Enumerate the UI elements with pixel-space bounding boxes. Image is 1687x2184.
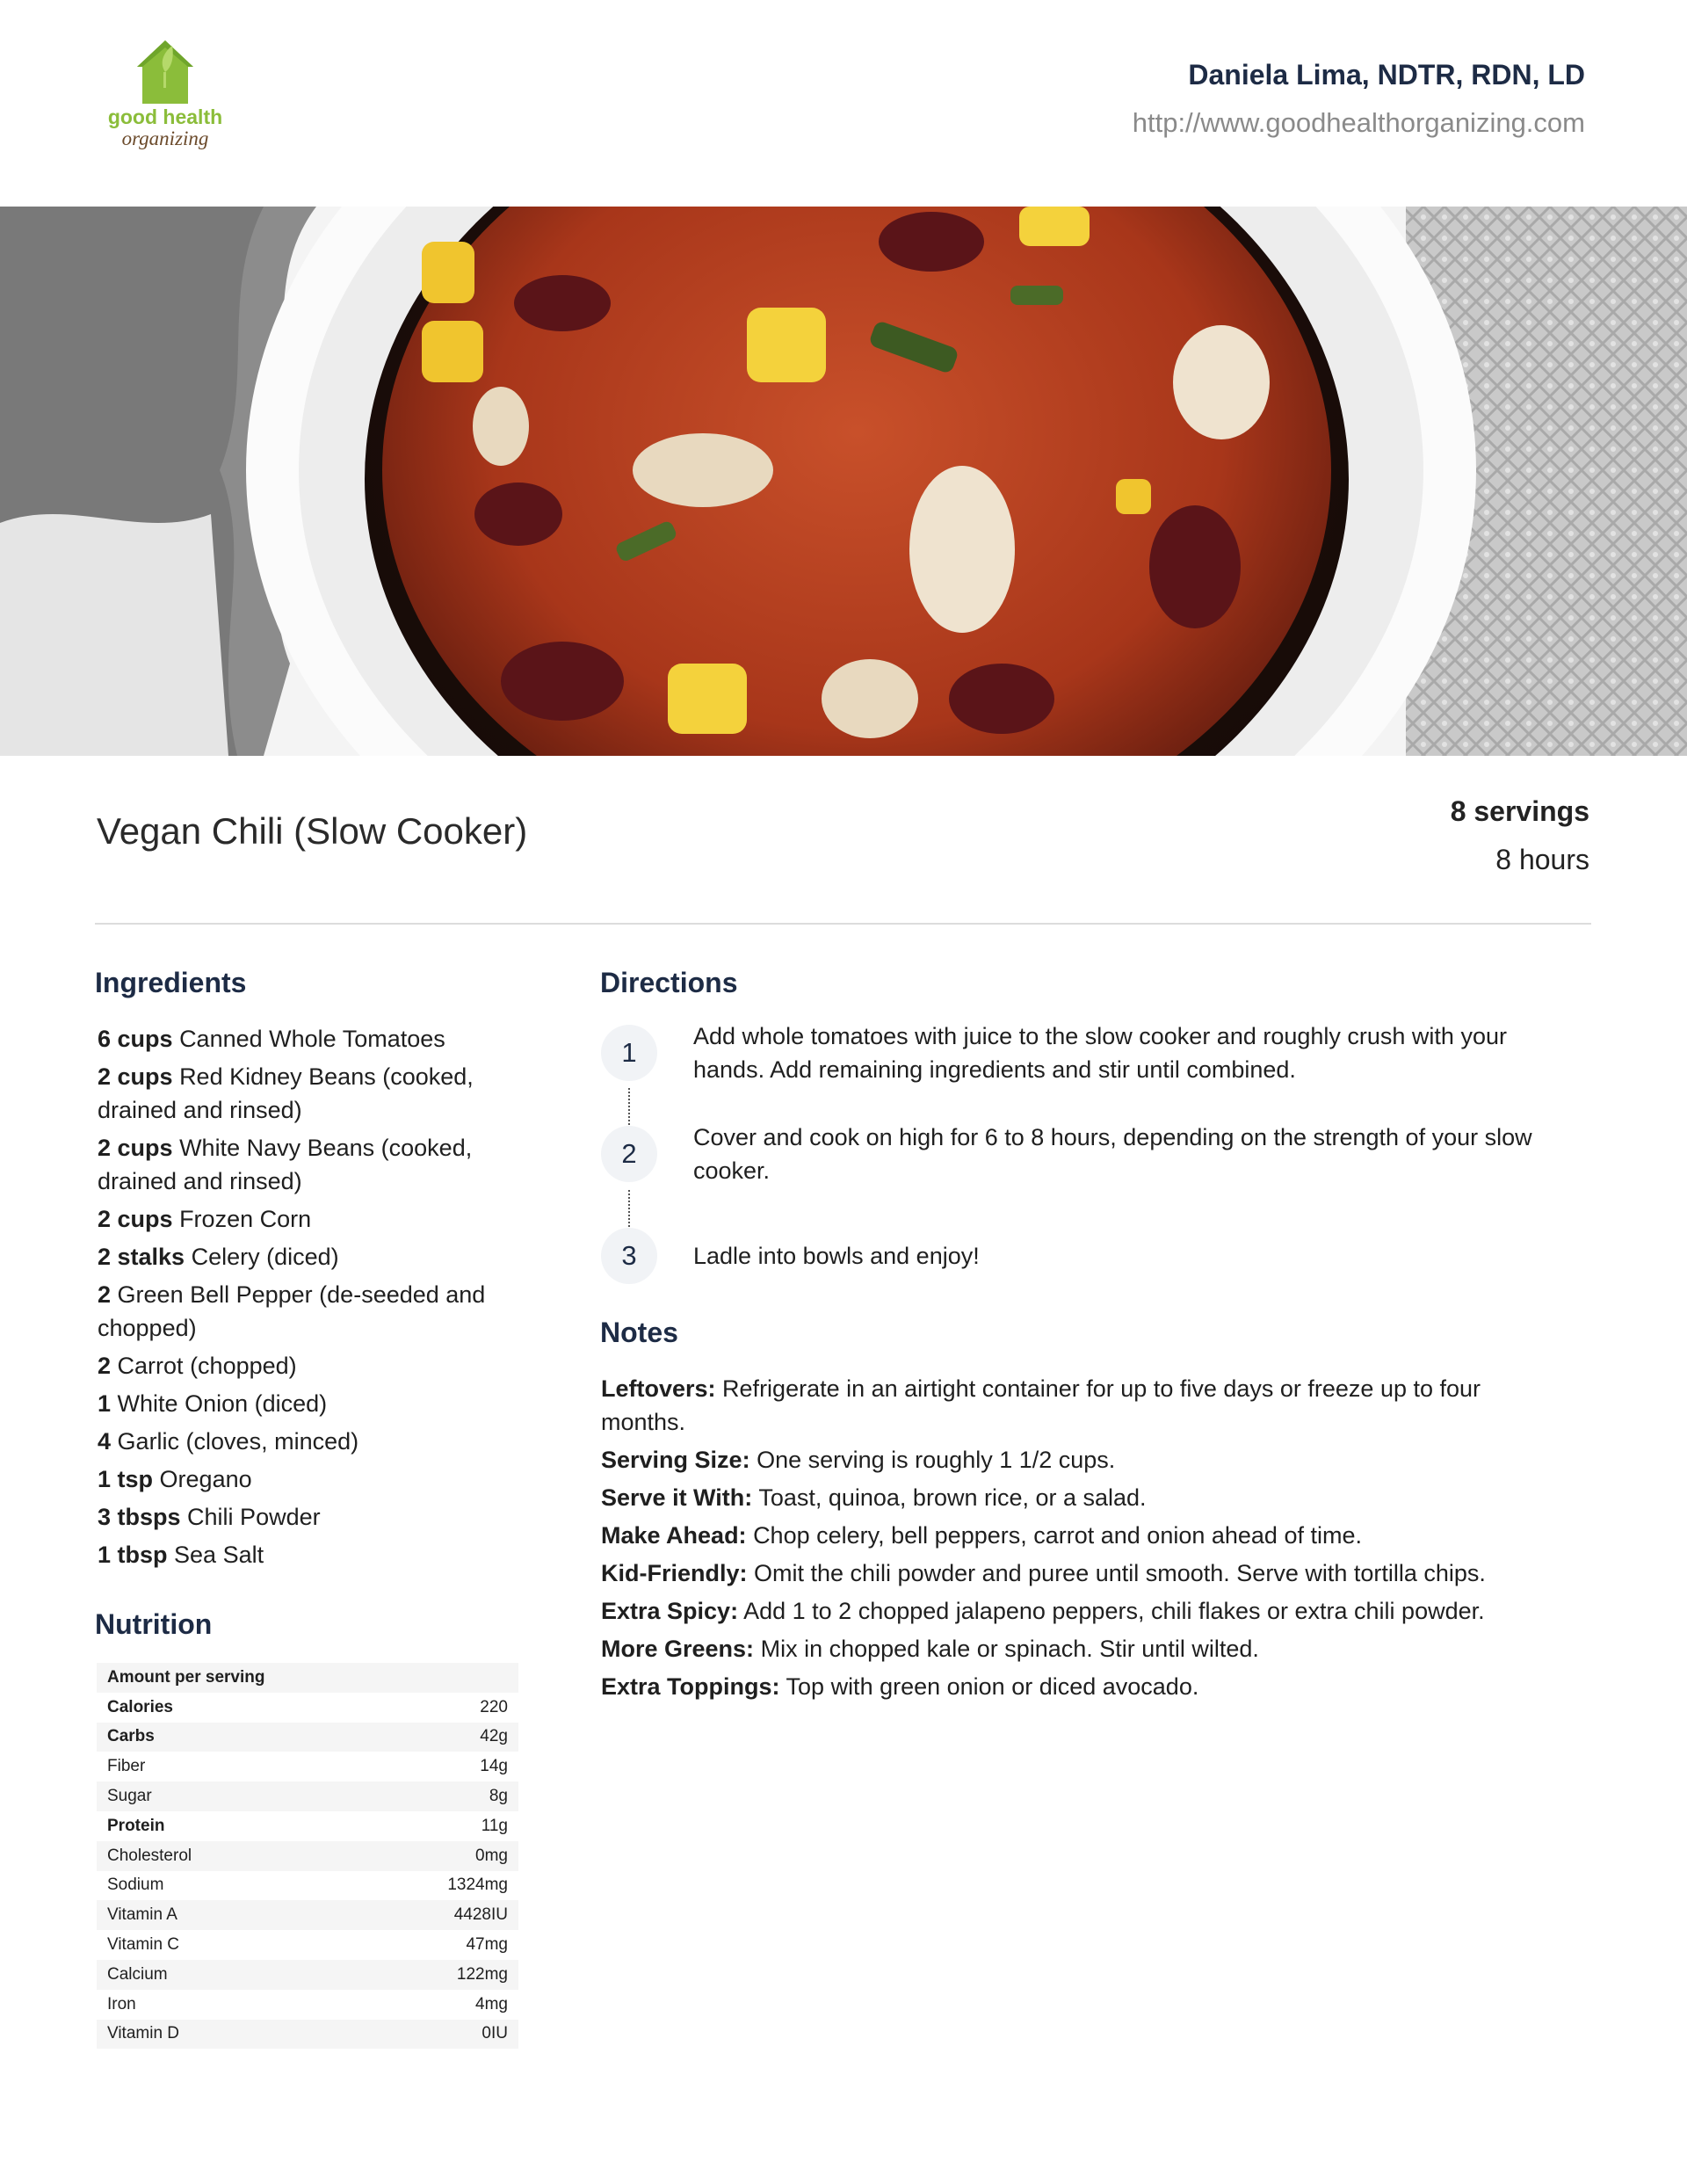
nutrient-name: Vitamin C xyxy=(107,1935,180,1955)
note-label: Extra Spicy: xyxy=(601,1598,739,1624)
directions-heading: Directions xyxy=(600,967,738,998)
table-row xyxy=(97,1811,518,1841)
note-label: Serve it With: xyxy=(601,1484,753,1511)
note-item xyxy=(601,1670,1550,1703)
nutrient-name: Sodium xyxy=(107,1876,164,1895)
logo-text-organizing: organizing xyxy=(121,127,209,149)
note-label: More Greens: xyxy=(601,1636,755,1662)
nutrition-table xyxy=(97,1663,518,2049)
ingredient-item xyxy=(98,1538,519,1571)
nutrient-value: 4mg xyxy=(475,1994,508,2013)
ingredient-qty: 6 cups xyxy=(98,1026,173,1052)
nutrient-value: 47mg xyxy=(466,1935,508,1955)
table-row xyxy=(97,1693,518,1723)
ingredient-text: Red Kidney Beans (cooked, drained and rinsed) xyxy=(98,1063,474,1123)
nutrient-name: Carbs xyxy=(97,1723,335,1752)
house-leaf-icon xyxy=(104,37,227,107)
ingredient-text: Chili Powder xyxy=(187,1504,321,1530)
nutrient-name: Sugar xyxy=(97,1781,335,1811)
ingredient-item xyxy=(98,1022,519,1056)
nutrient-value: 4428IU xyxy=(335,1900,518,1930)
ingredient-item xyxy=(98,1349,519,1382)
note-item xyxy=(601,1519,1550,1552)
website-link[interactable]: http://www.goodhealthorganizing.com xyxy=(1132,107,1585,138)
ingredient-text: Sea Salt xyxy=(174,1542,264,1568)
nutrient-value: 11g xyxy=(481,1816,508,1835)
note-text: Chop celery, bell peppers, carrot and onion ahead of time. xyxy=(753,1522,1362,1549)
nutrition-heading: Nutrition xyxy=(95,1608,213,1640)
ingredient-text: Carrot (chopped) xyxy=(117,1353,297,1379)
ingredient-text: Green Bell Pepper (de-seeded and chopped) xyxy=(98,1281,486,1341)
author-name: Daniela Lima, NDTR, RDN, LD xyxy=(1188,59,1585,91)
ingredient-item xyxy=(98,1387,519,1420)
nutrient-name: Iron xyxy=(107,1994,136,2013)
note-text: Toast, quinoa, brown rice, or a salad. xyxy=(758,1484,1147,1511)
step-number: 1 xyxy=(601,1025,657,1081)
ingredients-list xyxy=(98,1022,519,1576)
nutrient-name: Fiber xyxy=(107,1757,146,1776)
note-item xyxy=(601,1632,1550,1665)
table-row xyxy=(97,1781,518,1811)
ingredient-item xyxy=(98,1131,519,1198)
nutrient-name: Cholesterol xyxy=(97,1841,335,1871)
note-label: Kid-Friendly: xyxy=(601,1560,748,1586)
notes-list xyxy=(601,1372,1550,1708)
note-item xyxy=(601,1372,1550,1439)
nutrient-value: 0mg xyxy=(335,1841,518,1871)
nutrient-value: 42g xyxy=(335,1723,518,1752)
note-label: Serving Size: xyxy=(601,1447,750,1473)
note-item xyxy=(601,1594,1550,1628)
note-label: Extra Toppings: xyxy=(601,1673,780,1700)
ingredient-text: White Onion (diced) xyxy=(117,1390,328,1417)
table-row xyxy=(97,2020,518,2050)
ingredient-text: Canned Whole Tomatoes xyxy=(179,1026,445,1052)
step-number: 2 xyxy=(601,1126,657,1182)
nutrient-name: Vitamin D xyxy=(97,2020,335,2050)
nutrient-value: 1324mg xyxy=(447,1876,508,1895)
note-label: Make Ahead: xyxy=(601,1522,747,1549)
divider xyxy=(95,923,1591,925)
ingredient-text: White Navy Beans (cooked, drained and rinsed) xyxy=(98,1135,473,1194)
table-row xyxy=(97,1663,518,1693)
hero-image xyxy=(0,207,1687,756)
note-item xyxy=(601,1556,1550,1590)
nutrient-name: Calcium xyxy=(97,1960,335,1990)
ingredient-qty: 2 cups xyxy=(98,1206,173,1232)
table-row xyxy=(97,1960,518,1990)
note-text: Refrigerate in an airtight container for up to five days or freeze up to four months. xyxy=(601,1375,1481,1435)
note-item xyxy=(601,1481,1550,1514)
nutrient-name: Protein xyxy=(107,1816,165,1835)
nutrient-value: 220 xyxy=(480,1697,508,1716)
table-row xyxy=(97,1871,518,1901)
ingredient-item xyxy=(98,1202,519,1236)
step-number: 3 xyxy=(601,1228,657,1284)
ingredient-item xyxy=(98,1462,519,1496)
table-row xyxy=(97,1930,518,1960)
step-connector xyxy=(628,1088,630,1125)
table-row xyxy=(97,1723,518,1752)
nutrient-value: 122mg xyxy=(335,1960,518,1990)
step-connector xyxy=(628,1190,630,1227)
nutrient-value: 8g xyxy=(335,1781,518,1811)
ingredient-item xyxy=(98,1425,519,1458)
ingredient-qty: 1 xyxy=(98,1390,112,1417)
note-text: Add 1 to 2 chopped jalapeno peppers, chili flakes or extra chili powder. xyxy=(743,1598,1485,1624)
notes-heading: Notes xyxy=(600,1317,678,1348)
ingredient-text: Oregano xyxy=(159,1466,252,1492)
note-text: Omit the chili powder and puree until smooth. Serve with tortilla chips. xyxy=(754,1560,1486,1586)
ingredient-qty: 2 stalks xyxy=(98,1244,185,1270)
ingredient-text: Celery (diced) xyxy=(191,1244,339,1270)
table-row xyxy=(97,1990,518,2020)
note-item xyxy=(601,1443,1550,1477)
ingredient-qty: 2 xyxy=(98,1281,112,1308)
recipe-title: Vegan Chili (Slow Cooker) xyxy=(97,810,528,852)
ingredient-qty: 4 xyxy=(98,1428,112,1455)
ingredient-item xyxy=(98,1240,519,1273)
nutrient-value: 0IU xyxy=(335,2020,518,2050)
logo xyxy=(104,37,227,151)
note-text: Mix in chopped kale or spinach. Stir until wilted. xyxy=(760,1636,1259,1662)
ingredient-item xyxy=(98,1500,519,1534)
cook-time: 8 hours xyxy=(1495,844,1589,875)
nutrient-name: Calories xyxy=(107,1697,173,1716)
note-text: Top with green onion or diced avocado. xyxy=(786,1673,1199,1700)
step-text: Cover and cook on high for 6 to 8 hours, depending on the strength of your slow cooker. xyxy=(693,1124,1532,1184)
step-text: Ladle into bowls and enjoy! xyxy=(693,1243,980,1269)
ingredient-item xyxy=(98,1278,519,1345)
ingredient-qty: 2 xyxy=(98,1353,112,1379)
ingredient-text: Frozen Corn xyxy=(179,1206,312,1232)
table-row xyxy=(97,1841,518,1871)
step-text: Add whole tomatoes with juice to the slow cooker and roughly crush with your hands. Add remaining ingredients and stir until combined. xyxy=(693,1023,1507,1083)
ingredients-heading: Ingredients xyxy=(95,967,247,998)
ingredient-qty: 2 cups xyxy=(98,1063,173,1090)
chili-bowl-photo xyxy=(0,207,1687,756)
logo-text-good-health: good health xyxy=(107,105,223,128)
ingredient-qty: 1 tbsp xyxy=(98,1542,168,1568)
ingredient-text: Garlic (cloves, minced) xyxy=(117,1428,359,1455)
note-label: Leftovers: xyxy=(601,1375,716,1402)
nutrient-name: Vitamin A xyxy=(97,1900,335,1930)
ingredient-item xyxy=(98,1060,519,1127)
ingredient-qty: 3 tbsps xyxy=(98,1504,181,1530)
nutrient-value: 14g xyxy=(480,1757,508,1776)
nutrition-header-cell: Amount per serving xyxy=(97,1663,518,1693)
note-text: One serving is roughly 1 1/2 cups. xyxy=(757,1447,1116,1473)
table-row xyxy=(97,1900,518,1930)
ingredient-qty: 2 cups xyxy=(98,1135,173,1161)
ingredient-qty: 1 tsp xyxy=(98,1466,154,1492)
servings: 8 servings xyxy=(1450,795,1589,827)
table-row xyxy=(97,1752,518,1781)
